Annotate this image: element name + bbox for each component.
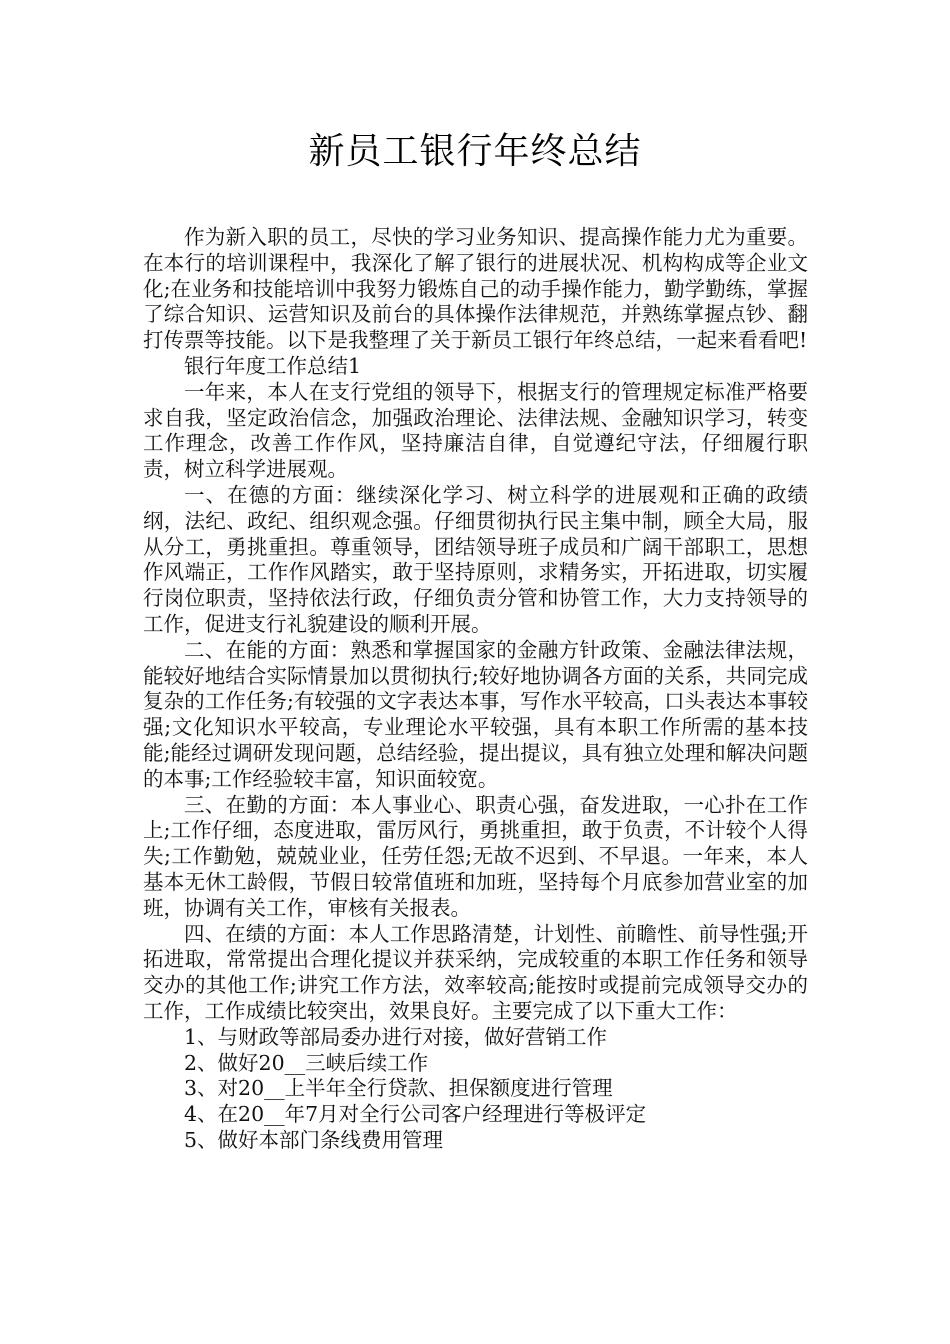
document-body bbox=[143, 225, 808, 1154]
ability-paragraph: 二、在能的方面：熟悉和掌握国家的金融方针政策、金融法律法规，能较好地结合实际情景加以贯彻执行;较好地协调各方面的关系，共同完成复杂的工作任务;有较强的文字表达本事，写作水平较高，口头表达本事较强;文化知识水平较高，专业理论水平较强，具有本职工作所需的基本技能;能经过调研发现问题，总结经验，提出提议，具有独立处理和解决问题的本事;工作经验较丰富，知识面较宽。 bbox=[143, 637, 808, 791]
list-item: 3、对20__上半年全行贷款、担保额度进行管理 bbox=[184, 1076, 613, 1101]
list-item: 4、在20__年7月对全行公司客户经理进行等极评定 bbox=[184, 1102, 647, 1127]
list-item: 1、与财政等部局委办进行对接，做好营销工作 bbox=[184, 1024, 608, 1049]
summary-paragraph: 一年来，本人在支行党组的领导下，根据支行的管理规定标准严格要求自我，坚定政治信念，加强政治理论、法律法规、金融知识学习，转变工作理念，改善工作作风，坚持廉洁自律，自觉遵纪守法，仔细履行职责，树立科学进展观。 bbox=[143, 379, 808, 482]
list-item: 5、做好本部门条线费用管理 bbox=[184, 1127, 444, 1152]
section-heading: 银行年度工作总结1 bbox=[184, 353, 362, 378]
list-item: 2、做好20__三峡后续工作 bbox=[184, 1050, 429, 1075]
virtue-paragraph: 一、在德的方面：继续深化学习、树立科学的进展观和正确的政绩纲，法纪、政纪、组织观念强。仔细贯彻执行民主集中制，顾全大局，服从分工，勇挑重担。尊重领导，团结领导班子成员和广阔干部职工，思想作风端正，工作作风踏实，敢于坚持原则，求精务实，开拓进取，切实履行岗位职责，坚持依法行政，仔细负责分管和协管工作，大力支持领导的工作，促进支行礼貌建设的顺利开展。 bbox=[143, 482, 808, 636]
performance-paragraph: 四、在绩的方面：本人工作思路清楚，计划性、前瞻性、前导性强;开拓进取，常常提出合理化提议并获采纳，完成较重的本职工作任务和领导交办的其他工作;讲究工作方法，效率较高;能按时或提前完成领导交办的工作，工作成绩比较突出，效果良好。主要完成了以下重大工作： bbox=[143, 921, 808, 1023]
diligence-paragraph: 三、在勤的方面：本人事业心、职责心强，奋发进取，一心扑在工作上;工作仔细，态度进取，雷厉风行，勇挑重担，敢于负责，不计较个人得失;工作勤勉，兢兢业业，任劳任怨;无故不迟到、不早退。一年来，本人基本无休工龄假，节假日较常值班和加班，坚持每个月底参加营业室的加班，协调有关工作，审核有关报表。 bbox=[143, 792, 808, 920]
document-title: 新员工银行年终总结 bbox=[308, 131, 642, 172]
intro-paragraph: 作为新入职的员工，尽快的学习业务知识、提高操作能力尤为重要。在本行的培训课程中，我深化了解了银行的进展状况、机构构成等企业文化;在业务和技能培训中我努力锻炼自己的动手操作能力，勤学勤练，掌握了综合知识、运营知识及前台的具体操作法律规范，并熟练掌握点钞、翻打传票等技能。以下是我整理了关于新员工银行年终总结，一起来看看吧! bbox=[143, 225, 808, 353]
